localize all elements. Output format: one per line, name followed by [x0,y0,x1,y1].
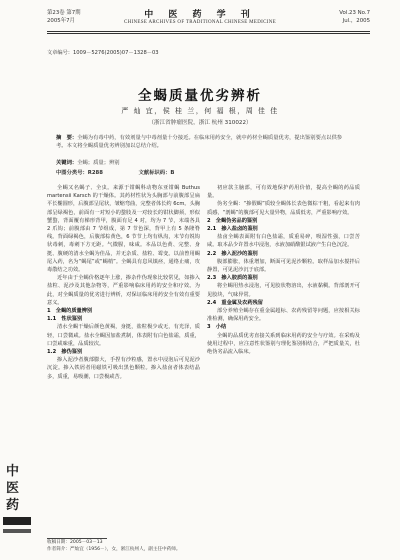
keywords-text: 全蝎；质量；辨别 [77,160,120,166]
header-date: 2005年7月 [47,18,75,24]
section-heading: 1.1 性状鉴别 [47,316,83,323]
body-column-left [47,184,200,381]
journal-side-mark [0,430,34,560]
side-bar [3,517,31,525]
body-paragraph: 掺入泥沙者腹部膨大，手捏有沙粒感，置水中浸泡后可见泥沙沉淀。掺入铁屑者用磁铁可吸出黑色颗粒。掺入盐卤者体表结晶多，质重，易吸潮，口尝极咸苦。 [47,357,200,380]
header-volume: 第23卷 第7期 [47,10,81,16]
body-paragraph: 伪劣全蝎：“掺假蝎”质较全蝎体长表色微棕干粗，看起来有肉质感，“剖蝎”的腹部可见大量异物，品质低劣，严重影响疗效。 [207,201,360,216]
section-heading: 2.1 掺入盐卤的鉴别 [207,226,258,233]
body-paragraph: 盐卤全蝎表面附有白色盐霜，质重易碎，吸湿性强，口尝苦咸。取本品少许置水中浸泡，水液加硝酸银试液产生白色沉淀。 [207,234,360,249]
footnote [47,540,207,553]
section-heading: 2.3 掺入胶质的鉴别 [207,275,258,282]
abstract-label: 摘 要： [56,135,78,141]
abstract [56,134,351,150]
footnote-author: 作者简介：严灿宜（1956－），女，浙江杭州人，副主任中药师。 [47,546,181,552]
header-rule-double [47,33,370,34]
header-left [47,9,81,25]
section-heading: 1 全蝎的质量辨别 [47,308,93,315]
side-bar-thin [3,529,31,533]
article-affiliation: （浙江省肿瘤医院，浙江 杭州 310022） [148,120,252,126]
header-journal [110,7,290,25]
header-volume-en: Vol.23 No.7 [339,10,370,16]
body-paragraph: 全蝎的品质优劣直接关系到临床用药的安全与疗效。在采购及使用过程中，应注意性状鉴别与理化鉴别相结合，严把质量关，杜绝伪劣品流入临床。 [207,332,360,356]
article-authors: 严 灿 宜，侯 桂 兰，何 福 根，周 佳 佳 [121,107,279,115]
header-date-en: Jul.，2005 [342,18,370,24]
article-title: 全蝎质量优劣辨析 [138,88,262,104]
side-char: 药 [6,498,20,513]
document-code: 文献标识码：B [138,170,175,176]
footnote-received: 收稿日期：2005－03－13 [47,540,103,545]
section-heading: 1.2 掺伪鉴别 [47,349,83,356]
abstract-text: 全蝎为有毒中药，有效剂量与中毒剂量十分接近。在临床用药安全，就中药材全蝎质量优劣，提出鉴别要点以供参考。本文将全蝎质量优劣辨别加以总结介绍。 [56,135,343,149]
section-heading: 3 小结 [207,324,227,331]
journal-title-cn: 中 医 药 学 刊 [144,10,256,20]
classification-line [56,168,351,176]
header-right [339,9,370,25]
journal-title-en: CHINESE ARCHIVES OF TRADITIONAL CHINESE MEDICINE [123,20,277,25]
body-paragraph: 全蝎又名蝎子、全虫。来源于钳蝎科动物东亚钳蝎 Buthus martensii Karsch 的干燥体。其药材性状为头胸部与前腹部呈扁平长椭圆形，后腹部呈尾状，皱缩弯曲，完整者体长约 6cm。头胸部呈绿褐色，前面有一对短小的螯肢及一对较长的钳状脚须，形似蟹螯，背面覆有梯形背甲，腹面有足 4 对，均为 7 节，末端各具 2 爪钩；前腹部由 7 节组成，第 7 节色深，背甲上有 5 条隆脊线。背面绿褐色，后腹部棕黄色，6 节节上均有纵沟，末节有锐钩状毒刺，毒刺下方无距。气微腥，味咸。本品以色黄、完整、身挺、腹硬的清水全蝎为佳品，并无杂质、盐粒、霉变。以前曾用蝎尾入药，名为“蝎尾”或“蝎梢”。全蝎具有息风镇痉，通络止痛，攻毒散结之功效。 [47,185,200,274]
body-paragraph: 将全蝎用热水浸泡，可见胶状物溶出，水液黏稠。背部剖开可见胶块，气味异常。 [207,283,360,298]
footnote-rule [47,538,107,539]
header-rule [47,31,370,32]
section-heading: 2 全蝎伪劣品的鉴别 [207,217,258,224]
keywords-label: 关键词： [56,160,78,166]
side-char: 中 [6,464,20,479]
body-paragraph: 腹部膨胀，体重增加，断面可见泥沙颗粒。取样品加水搅拌后静置，可见泥沙沉于底部。 [207,258,360,274]
keywords [56,158,351,166]
clc-number: 中图分类号：R288 [56,170,103,176]
body-paragraph: 近年由于全蝎价格逐年上涨，掺杂作伪现象比较常见，如掺入盐粒、泥沙及其他杂物等，严重影响临床用药的安全和疗效。为此，对全蝎质量的优劣进行辨析，对保证临床用药安全有效有重要意义。 [47,275,200,306]
body-paragraph: 初应款主脑部，可有效地保护药用价值，提高全蝎的药品质量。 [207,185,360,200]
section-heading: 2.2 掺入泥沙的鉴别 [207,250,258,257]
body-column-right [207,184,360,356]
body-paragraph: 清水全蝎干燥后颜色黄褐，身挺，盐粒极少或无，有光泽，质轻，口尝微咸。盐水全蝎因加盐煮制，体表附有白色盐霜，质重，口尝咸味重，品质较次。 [47,324,200,347]
body-paragraph: 部分养殖全蝎存在重金属超标、农药残留等问题，应按相关标准检测，确保用药安全。 [207,308,360,323]
article-number: 文章编号：1009－5276(2005)07－1328－03 [47,50,159,56]
side-char: 医 [6,481,20,496]
section-heading: 2.4 重金属及农药残留 [207,299,263,306]
